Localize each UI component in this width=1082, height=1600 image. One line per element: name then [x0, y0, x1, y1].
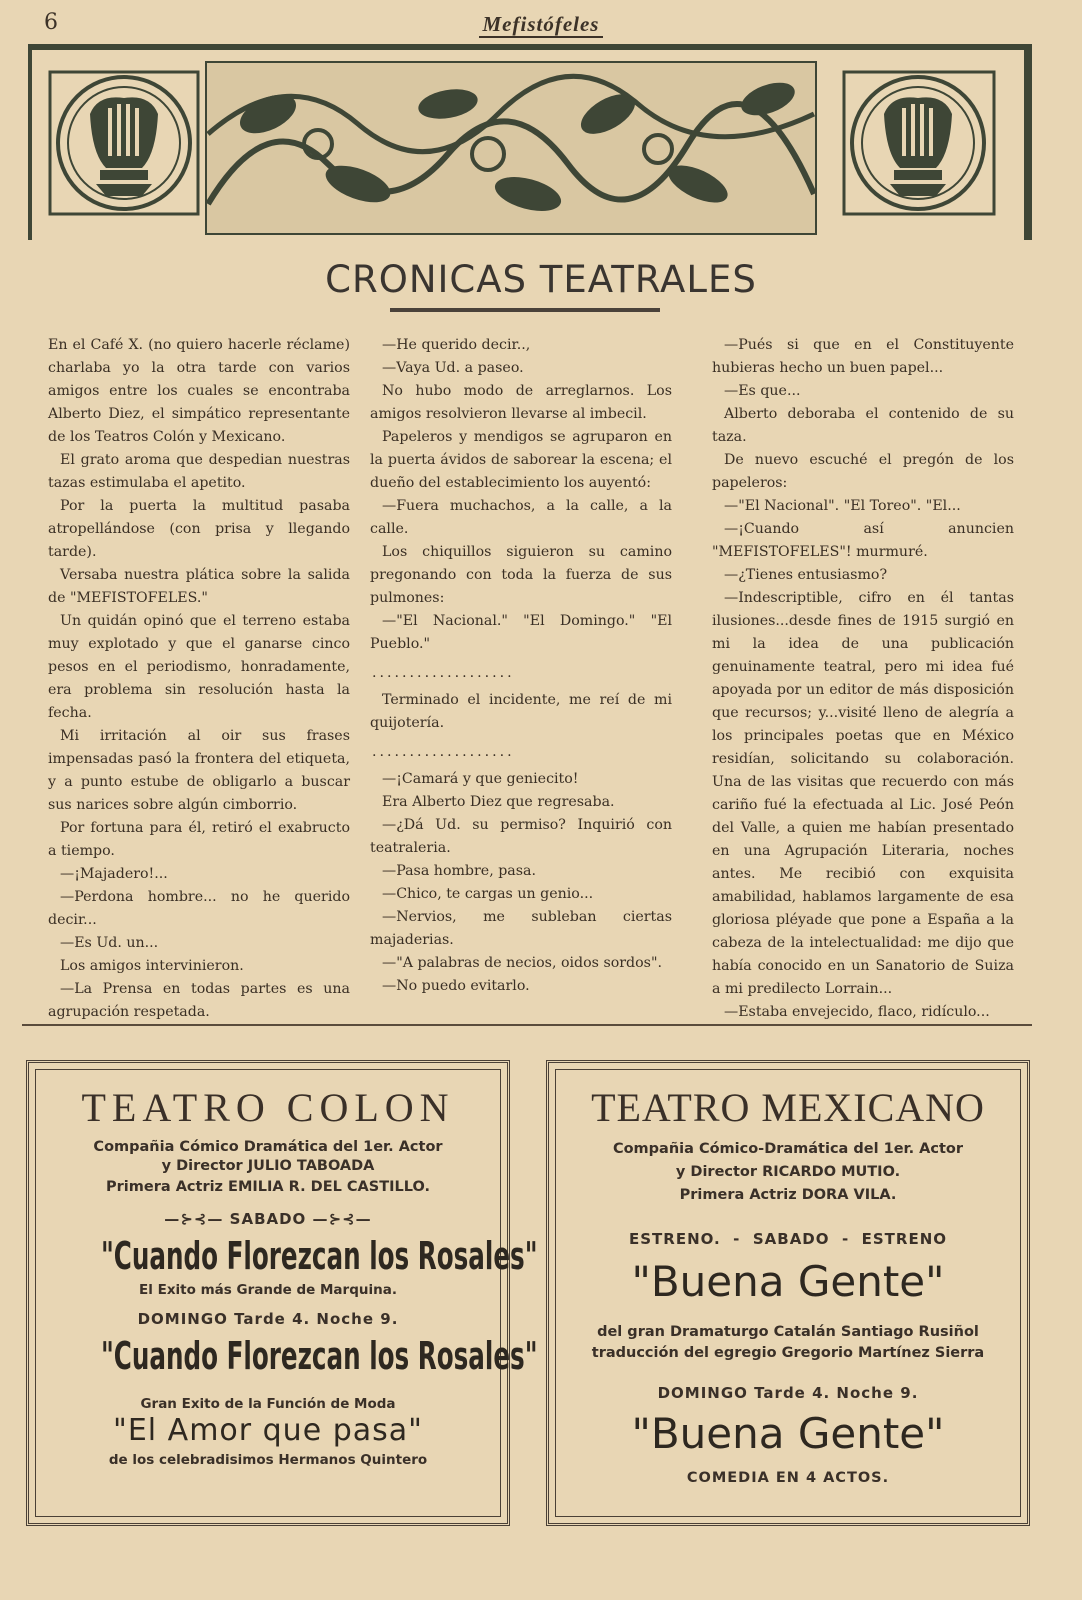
ornamental-banner — [28, 44, 1028, 240]
paragraph: —Nervios, me subleban ciertas majaderias. — [370, 909, 672, 948]
paragraph: Papeleros y mendigos se agruparon en la puerta ávidos de saborear la escena; el dueño del establecimiento los auyentó: — [370, 429, 672, 491]
section-title: CRONICAS TEATRALES — [325, 258, 757, 301]
ad-play-title: "El Amor que pasa" — [113, 1413, 423, 1448]
ad-play-title: "Buena Gente" — [631, 1257, 945, 1306]
paragraph: Era Alberto Diez que regresaba. — [382, 794, 615, 810]
ad-play-title: "Cuando Florezcan los Rosales" — [100, 1334, 538, 1378]
paragraph: —Fuera muchachos, a la calle, a la calle. — [370, 498, 672, 537]
paragraph: En el Café X. (no quiero hacerle réclame) charlaba yo la otra tarde con varios amigos entre los cuales se encontraba Alberto Diez, el simpático representante de los Teatros Colón y Mexicano. — [48, 337, 350, 445]
text-column-2 — [370, 334, 672, 998]
ad-teatro-mexicano — [546, 1060, 1030, 1526]
ad-author: del gran Dramaturgo Catalán Santiago Rusiñol — [597, 1324, 979, 1340]
ad-teatro-colon — [26, 1060, 538, 1526]
paragraph: —"El Nacional." "El Domingo." "El Pueblo." — [370, 613, 672, 652]
paragraph: —¡Camará y que geniecito! — [382, 771, 579, 787]
ad-schedule: DOMINGO Tarde 4. Noche 9. — [657, 1384, 919, 1402]
left-lyre-medallion-icon — [50, 72, 198, 214]
ad-day-label: SABADO — [229, 1210, 307, 1228]
title-rule — [390, 308, 660, 312]
paragraph: —Es Ud. un... — [60, 935, 159, 951]
ad-company: Compañia Cómico Dramática del 1er. Actor — [93, 1139, 443, 1155]
paragraph: —¡Cuando así anuncien "MEFISTOFELES"! murmuré. — [712, 521, 1014, 560]
ad-actress: Primera Actriz EMILIA R. DEL CASTILLO. — [106, 1179, 430, 1195]
paragraph: —Pasa hombre, pasa. — [382, 863, 537, 879]
paragraph: Por la puerta la multitud pasaba atropellándose (con prisa y llegando tarde). — [48, 498, 350, 560]
banner-ornament — [28, 44, 1028, 240]
paragraph: —¡Majadero!... — [60, 866, 168, 882]
paragraph: —"El Nacional". "El Toreo". "El... — [724, 498, 961, 514]
paragraph: Los chiquillos siguieron su camino pregonando con toda la fuerza de sus pulmones: — [370, 544, 672, 606]
paragraph: Mi irritación al oir sus frases impensadas pasó la frontera del etiqueta, y a punto estube de obligarlo a buscar sus narices sobre algún cimborrio. — [48, 728, 350, 813]
paragraph: Los amigos intervinieron. — [60, 958, 244, 974]
ad-tagline: El Exito más Grande de Marquina. — [139, 1282, 397, 1298]
paragraph: —¿Dá Ud. su permiso? Inquirió con teatraleria. — [370, 817, 672, 856]
ad-play-title: "Buena Gente" — [631, 1409, 945, 1458]
paragraph: Un quidán opinó que el terreno estaba muy explotado y que el ganarse cinco pesos en el periodismo, honradamente, era problema sin resolución hasta la fecha. — [48, 613, 350, 721]
ad-translation: traducción del egregio Gregorio Martínez Sierra — [591, 1345, 985, 1361]
text-column-3 — [712, 334, 1014, 1024]
ad-theater-name: TEATRO COLON — [81, 1085, 455, 1130]
flourish-icon: —⊱⊰— — [164, 1210, 230, 1228]
paragraph: No hubo modo de arreglarnos. Los amigos resolvieron llevarse al imbecil. — [370, 383, 672, 422]
column-bottom-rule — [22, 1024, 1032, 1026]
page-number: 6 — [44, 10, 58, 35]
paragraph: —Es que... — [724, 383, 801, 399]
magazine-title: Mefistófeles — [479, 12, 604, 38]
ad-premiere: ESTRENO. - SABADO - ESTRENO — [628, 1230, 948, 1248]
running-header — [0, 8, 1082, 38]
paragraph: —¿Tienes entusiasmo? — [724, 567, 888, 583]
ad-director: y Director JULIO TABOADA — [161, 1158, 375, 1174]
floral-panel-icon — [206, 62, 816, 234]
ad-day — [36, 1209, 500, 1229]
paragraph: —He querido decir.., — [382, 337, 531, 353]
ad-theater-name: TEATRO MEXICANO — [591, 1085, 985, 1130]
paragraph: Alberto deboraba el contenido de su taza. — [712, 406, 1014, 445]
flourish-icon: —⊱⊰— — [306, 1210, 372, 1228]
paragraph: —La Prensa en todas partes es una agrupación respetada. — [48, 981, 350, 1020]
ad-play-title: "Cuando Florezcan los Rosales" — [100, 1234, 538, 1278]
dotted-separator: ................... — [372, 665, 515, 681]
paragraph: —Pués si que en el Constituyente hubieras hecho un buen papel... — [712, 337, 1014, 376]
paragraph: Terminado el incidente, me reí de mi quijotería. — [370, 692, 672, 731]
ad-company: Compañia Cómico-Dramática del 1er. Actor — [612, 1141, 964, 1157]
ad-fashion: Gran Exito de la Función de Moda — [140, 1396, 396, 1412]
ad-genre: COMEDIA EN 4 ACTOS. — [686, 1470, 890, 1486]
paragraph: —Estaba envejecido, flaco, ridículo... — [724, 1004, 990, 1020]
text-column-1 — [48, 334, 350, 1024]
dotted-separator: ................... — [372, 744, 515, 760]
right-lyre-medallion-icon — [844, 72, 994, 214]
paragraph: —Chico, te cargas un genio... — [382, 886, 594, 902]
ad-authors: de los celebradisimos Hermanos Quintero — [108, 1452, 428, 1468]
paragraph: —Vaya Ud. a paseo. — [382, 360, 524, 376]
paragraph: —No puedo evitarlo. — [382, 978, 530, 994]
ad-actress: Primera Actriz DORA VILA. — [679, 1187, 897, 1203]
paragraph: El grato aroma que despedian nuestras tazas estimulaba el apetito. — [48, 452, 350, 491]
paragraph: Versaba nuestra plática sobre la salida de "MEFISTOFELES." — [48, 567, 350, 606]
ad-director: y Director RICARDO MUTIO. — [675, 1164, 901, 1180]
ad-schedule: DOMINGO Tarde 4. Noche 9. — [137, 1310, 399, 1328]
paragraph: —"A palabras de necios, oidos sordos". — [382, 955, 663, 971]
paragraph: —Perdona hombre... no he querido decir... — [48, 889, 350, 928]
paragraph: Por fortuna para él, retiró el exabructo a tiempo. — [48, 820, 350, 859]
paragraph: De nuevo escuché el pregón de los papeleros: — [712, 452, 1014, 491]
paragraph: —Indescriptible, cifro en él tantas ilusiones...desde fines de 1915 surgió en mi la idea de una publicación genuinamente teatral, pero mi idea fué apoyada por un editor de más disposición que recursos; y...visité lleno de alegría a los principales poetas que en México residían, solicitando su colaboración. Una de las visitas que recuerdo con más cariño fué la efectuada al Lic. José Peón del Valle, a quien me habían presentado en una Agrupación Literaria, noches antes. Me recibió con exquisita amabilidad, hablamos largamente de esa gloriosa pléyade que pone a España a la cabeza de la intelectualidad: me dijo que había conocido en un Sanatorio de Suiza a mi predilecto Lorrain... — [712, 590, 1014, 997]
